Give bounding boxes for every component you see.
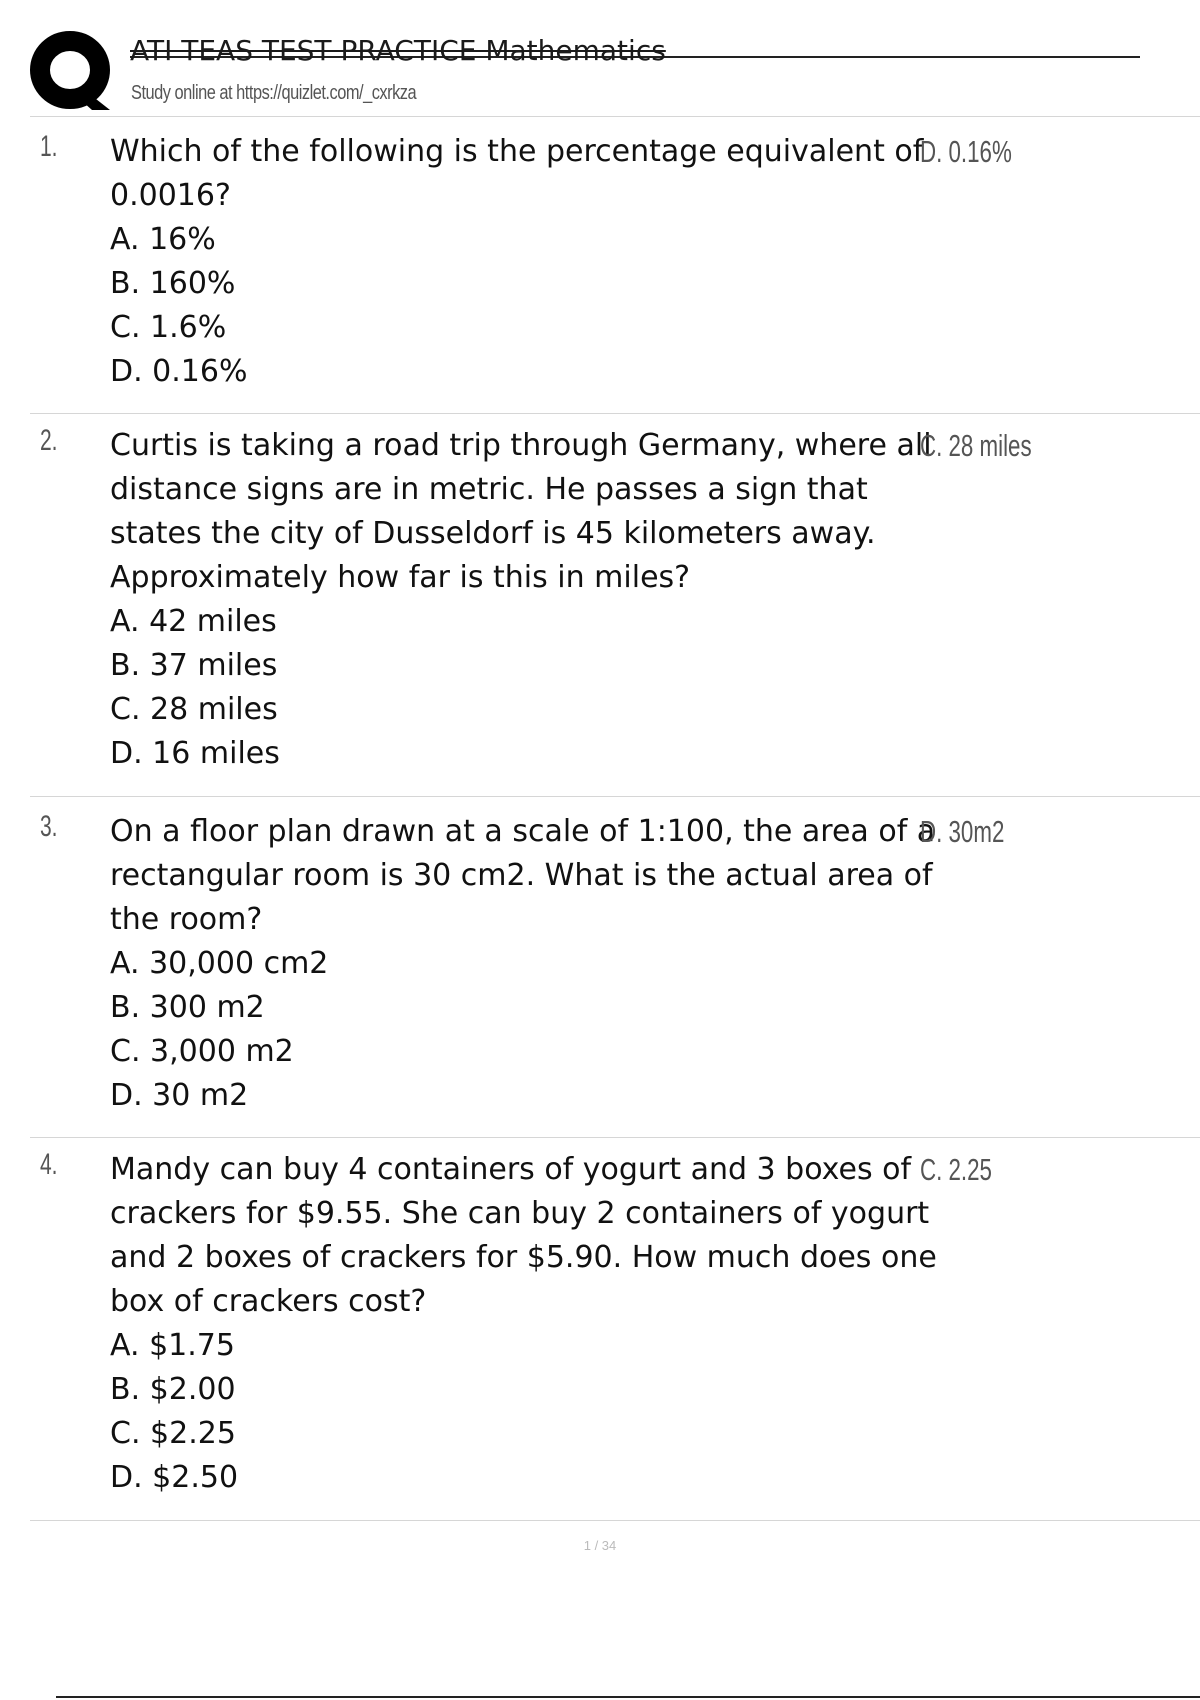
- option-a: A. 16%: [110, 222, 216, 257]
- quizlet-logo-icon: [30, 30, 112, 112]
- question-body: [110, 424, 950, 776]
- question-body: [110, 130, 950, 394]
- divider: [30, 1520, 1200, 1521]
- option-c: C. $2.25: [110, 1416, 236, 1451]
- document-title: ATI TEAS TEST PRACTICE Mathematics: [130, 34, 666, 67]
- question-body: [110, 1148, 950, 1500]
- question-text: Mandy can buy 4 containers of yogurt and 3 boxes of crackers for $9.55. She can buy 2 containers of yogurt and 2 boxes of crackers for $5.90. How much does one box of crackers cost?: [110, 1152, 937, 1319]
- option-b: B. 37 miles: [110, 648, 278, 683]
- question-number: 3.: [40, 810, 58, 843]
- option-b: B. 300 m2: [110, 990, 265, 1025]
- question-number: 2.: [40, 424, 58, 457]
- answer-text: C. 2.25: [920, 1152, 992, 1187]
- question-body: [110, 810, 950, 1118]
- question-text: On a floor plan drawn at a scale of 1:100, the area of a rectangular room is 30 cm2. What is the actual area of the room?: [110, 814, 936, 937]
- option-b: B. $2.00: [110, 1372, 236, 1407]
- option-d: D. 16 miles: [110, 736, 280, 771]
- divider: [30, 796, 1200, 797]
- option-a: A. 42 miles: [110, 604, 277, 639]
- page-number: 1 / 34: [583, 1538, 617, 1553]
- divider: [30, 413, 1200, 414]
- answer-text: D. 0.16%: [920, 134, 1012, 169]
- divider: [30, 116, 1200, 117]
- question-number: 1.: [40, 130, 58, 163]
- option-a: A. 30,000 cm2: [110, 946, 329, 981]
- answer-text: C. 28 miles: [920, 428, 1032, 463]
- option-a: A. $1.75: [110, 1328, 235, 1363]
- divider: [30, 1137, 1200, 1138]
- option-d: D. 0.16%: [110, 354, 248, 389]
- question-text: Curtis is taking a road trip through Germany, where all distance signs are in metric. He passes a sign that states the city of Dusseldorf is 45 kilometers away. Approximately how far is this in miles?: [110, 428, 932, 595]
- option-d: D. $2.50: [110, 1460, 239, 1495]
- option-b: B. 160%: [110, 266, 236, 301]
- bottom-rule: [56, 1696, 1200, 1698]
- option-c: C. 3,000 m2: [110, 1034, 294, 1069]
- question-text: Which of the following is the percentage equivalent of 0.0016?: [110, 134, 924, 213]
- document-subtitle: Study online at https://quizlet.com/_cxrkza: [131, 82, 417, 104]
- option-c: C. 1.6%: [110, 310, 227, 345]
- question-number: 4.: [40, 1148, 58, 1181]
- answer-text: D. 30m2: [920, 814, 1005, 849]
- option-c: C. 28 miles: [110, 692, 278, 727]
- option-d: D. 30 m2: [110, 1078, 249, 1113]
